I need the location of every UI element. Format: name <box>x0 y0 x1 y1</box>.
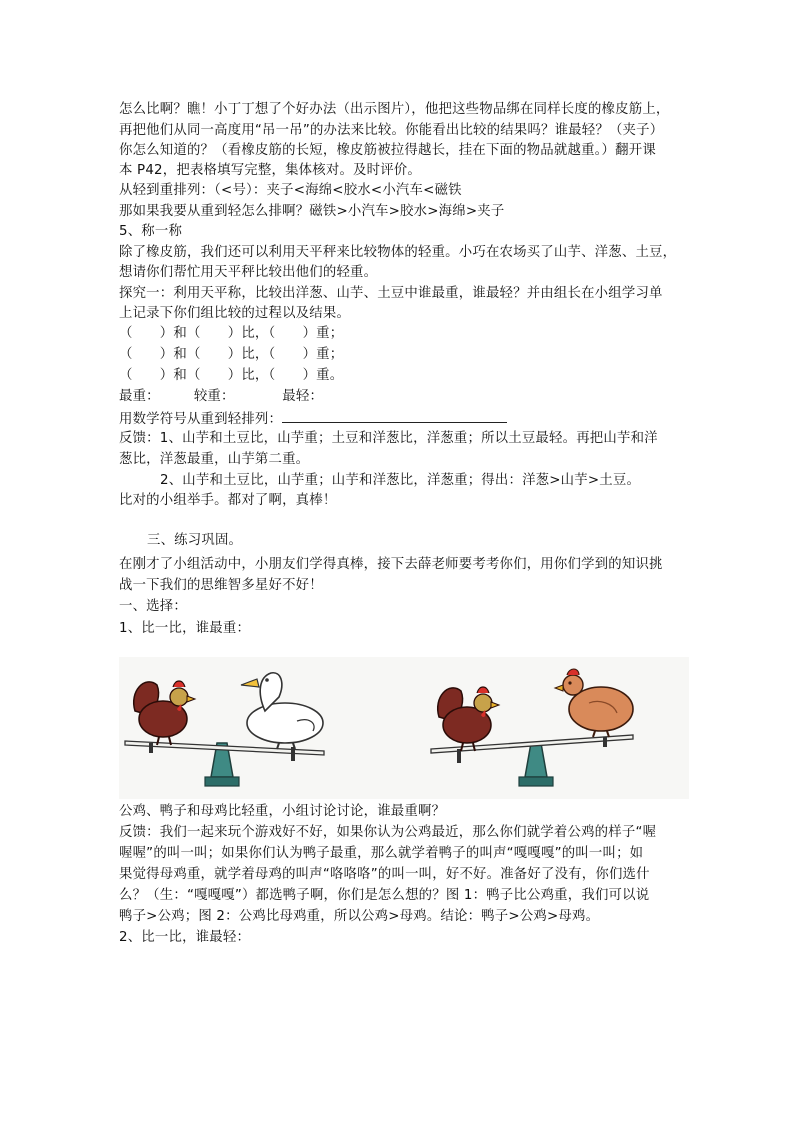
text-line: 2、山芋和土豆比，山芋重；山芋和洋葱比，洋葱重；得出：洋葱>山芋>土豆。 <box>160 473 641 488</box>
text-line: 除了橡皮筋，我们还可以利用天平秤来比较物体的轻重。小巧在农场买了山芋、洋葱、土豆， <box>119 245 677 260</box>
section-heading: 5、称一称 <box>119 224 183 239</box>
text-line: 上记录下你们组比较的过程以及结果。 <box>119 306 351 321</box>
question-heading: 1、比一比，谁最重： <box>119 621 251 636</box>
text-line: 战一下我们的思维智多星好不好！ <box>119 578 323 593</box>
text-line: 公鸡、鸭子和母鸡比轻重，小组讨论讨论，谁最重啊？ <box>119 804 446 819</box>
answer-blank <box>282 408 507 423</box>
text-line: 反馈：我们一起来玩个游戏好不好，如果你认为公鸡最近，那么你们就学着公鸡的样子“喔 <box>119 825 657 840</box>
text-line: 你怎么知道的？（看橡皮筋的长短，橡皮筋被拉得越长，挂在下面的物品就越重。）翻开课 <box>119 143 656 158</box>
text-line: 鸭子>公鸡；图 2：公鸡比母鸡重，所以公鸡>母鸡。结论：鸭子>公鸡>母鸡。 <box>119 909 600 924</box>
text-line: 想请你们帮忙用天平秤比较出他们的轻重。 <box>119 265 378 280</box>
text-line: 那如果我要从重到轻怎么排啊？磁铁>小汽车>胶水>海绵>夹子 <box>119 204 505 219</box>
text-line: 葱比，洋葱最重，山芋第二重。 <box>119 452 310 467</box>
text-line: 再把他们从同一高度用“吊一吊”的办法来比较。你能看出比较的结果吗？谁最轻？（夹子） <box>119 123 664 138</box>
order-line <box>119 408 507 430</box>
section-heading: 一、选择： <box>119 599 187 614</box>
text-line: 从轻到重排列：（<号）：夹子<海绵<胶水<小汽车<磁铁 <box>119 183 462 198</box>
hen-icon <box>555 669 633 737</box>
text-line: 么？（生：“嘎嘎嘎”）都选鸭子啊，你们是怎么想的？图 1：鸭子比公鸡重，我们可以说 <box>119 888 650 903</box>
text-line: 比对的小组举手。都对了啊，真棒！ <box>119 493 337 508</box>
text-line: 在刚才了小组活动中，小朋友们学得真棒，接下去薛老师要考考你们，用你们学到的知识挑 <box>119 557 663 572</box>
rooster-icon <box>134 681 195 745</box>
text-line: 怎么比啊？瞧！小丁丁想了个好办法（出示图片），他把这些物品绑在同样长度的橡皮筋上， <box>119 102 670 117</box>
text-line: 喔喔”的叫一叫；如果你们认为鸭子最重，那么就学着鸭子的叫声“嘎嘎嘎”的叫一叫；如 <box>119 846 644 861</box>
fill-blank-line: （ ）和（ ）比，（ ）重； <box>119 347 344 362</box>
balance-illustration <box>119 657 689 799</box>
fill-blank-line: 最重： 较重： 最轻： <box>119 389 324 404</box>
fill-blank-line: （ ）和（ ）比，（ ）重； <box>119 326 344 341</box>
order-label: 用数学符号从重到轻排列： <box>119 412 283 427</box>
text-line: 本 P42，把表格填写完整，集体核对。及时评价。 <box>119 163 421 178</box>
text-line: 反馈：1、山芋和土豆比，山芋重；土豆和洋葱比，洋葱重；所以土豆最轻。再把山芋和洋 <box>119 431 658 446</box>
text-line: 探究一：利用天平称，比较出洋葱、山芋、土豆中谁最重，谁最轻？并由组长在小组学习单 <box>119 286 663 301</box>
text-line: 果觉得母鸡重，就学着母鸡的叫声“咯咯咯”的叫一叫，好不好。准备好了没有，你们选什 <box>119 867 650 882</box>
question-heading: 2、比一比，谁最轻： <box>119 930 251 945</box>
fill-blank-line: （ ）和（ ）比，（ ）重。 <box>119 368 344 383</box>
section-heading: 三、练习巩固。 <box>147 533 243 548</box>
rooster-icon <box>438 687 499 751</box>
duck-icon <box>241 673 323 749</box>
